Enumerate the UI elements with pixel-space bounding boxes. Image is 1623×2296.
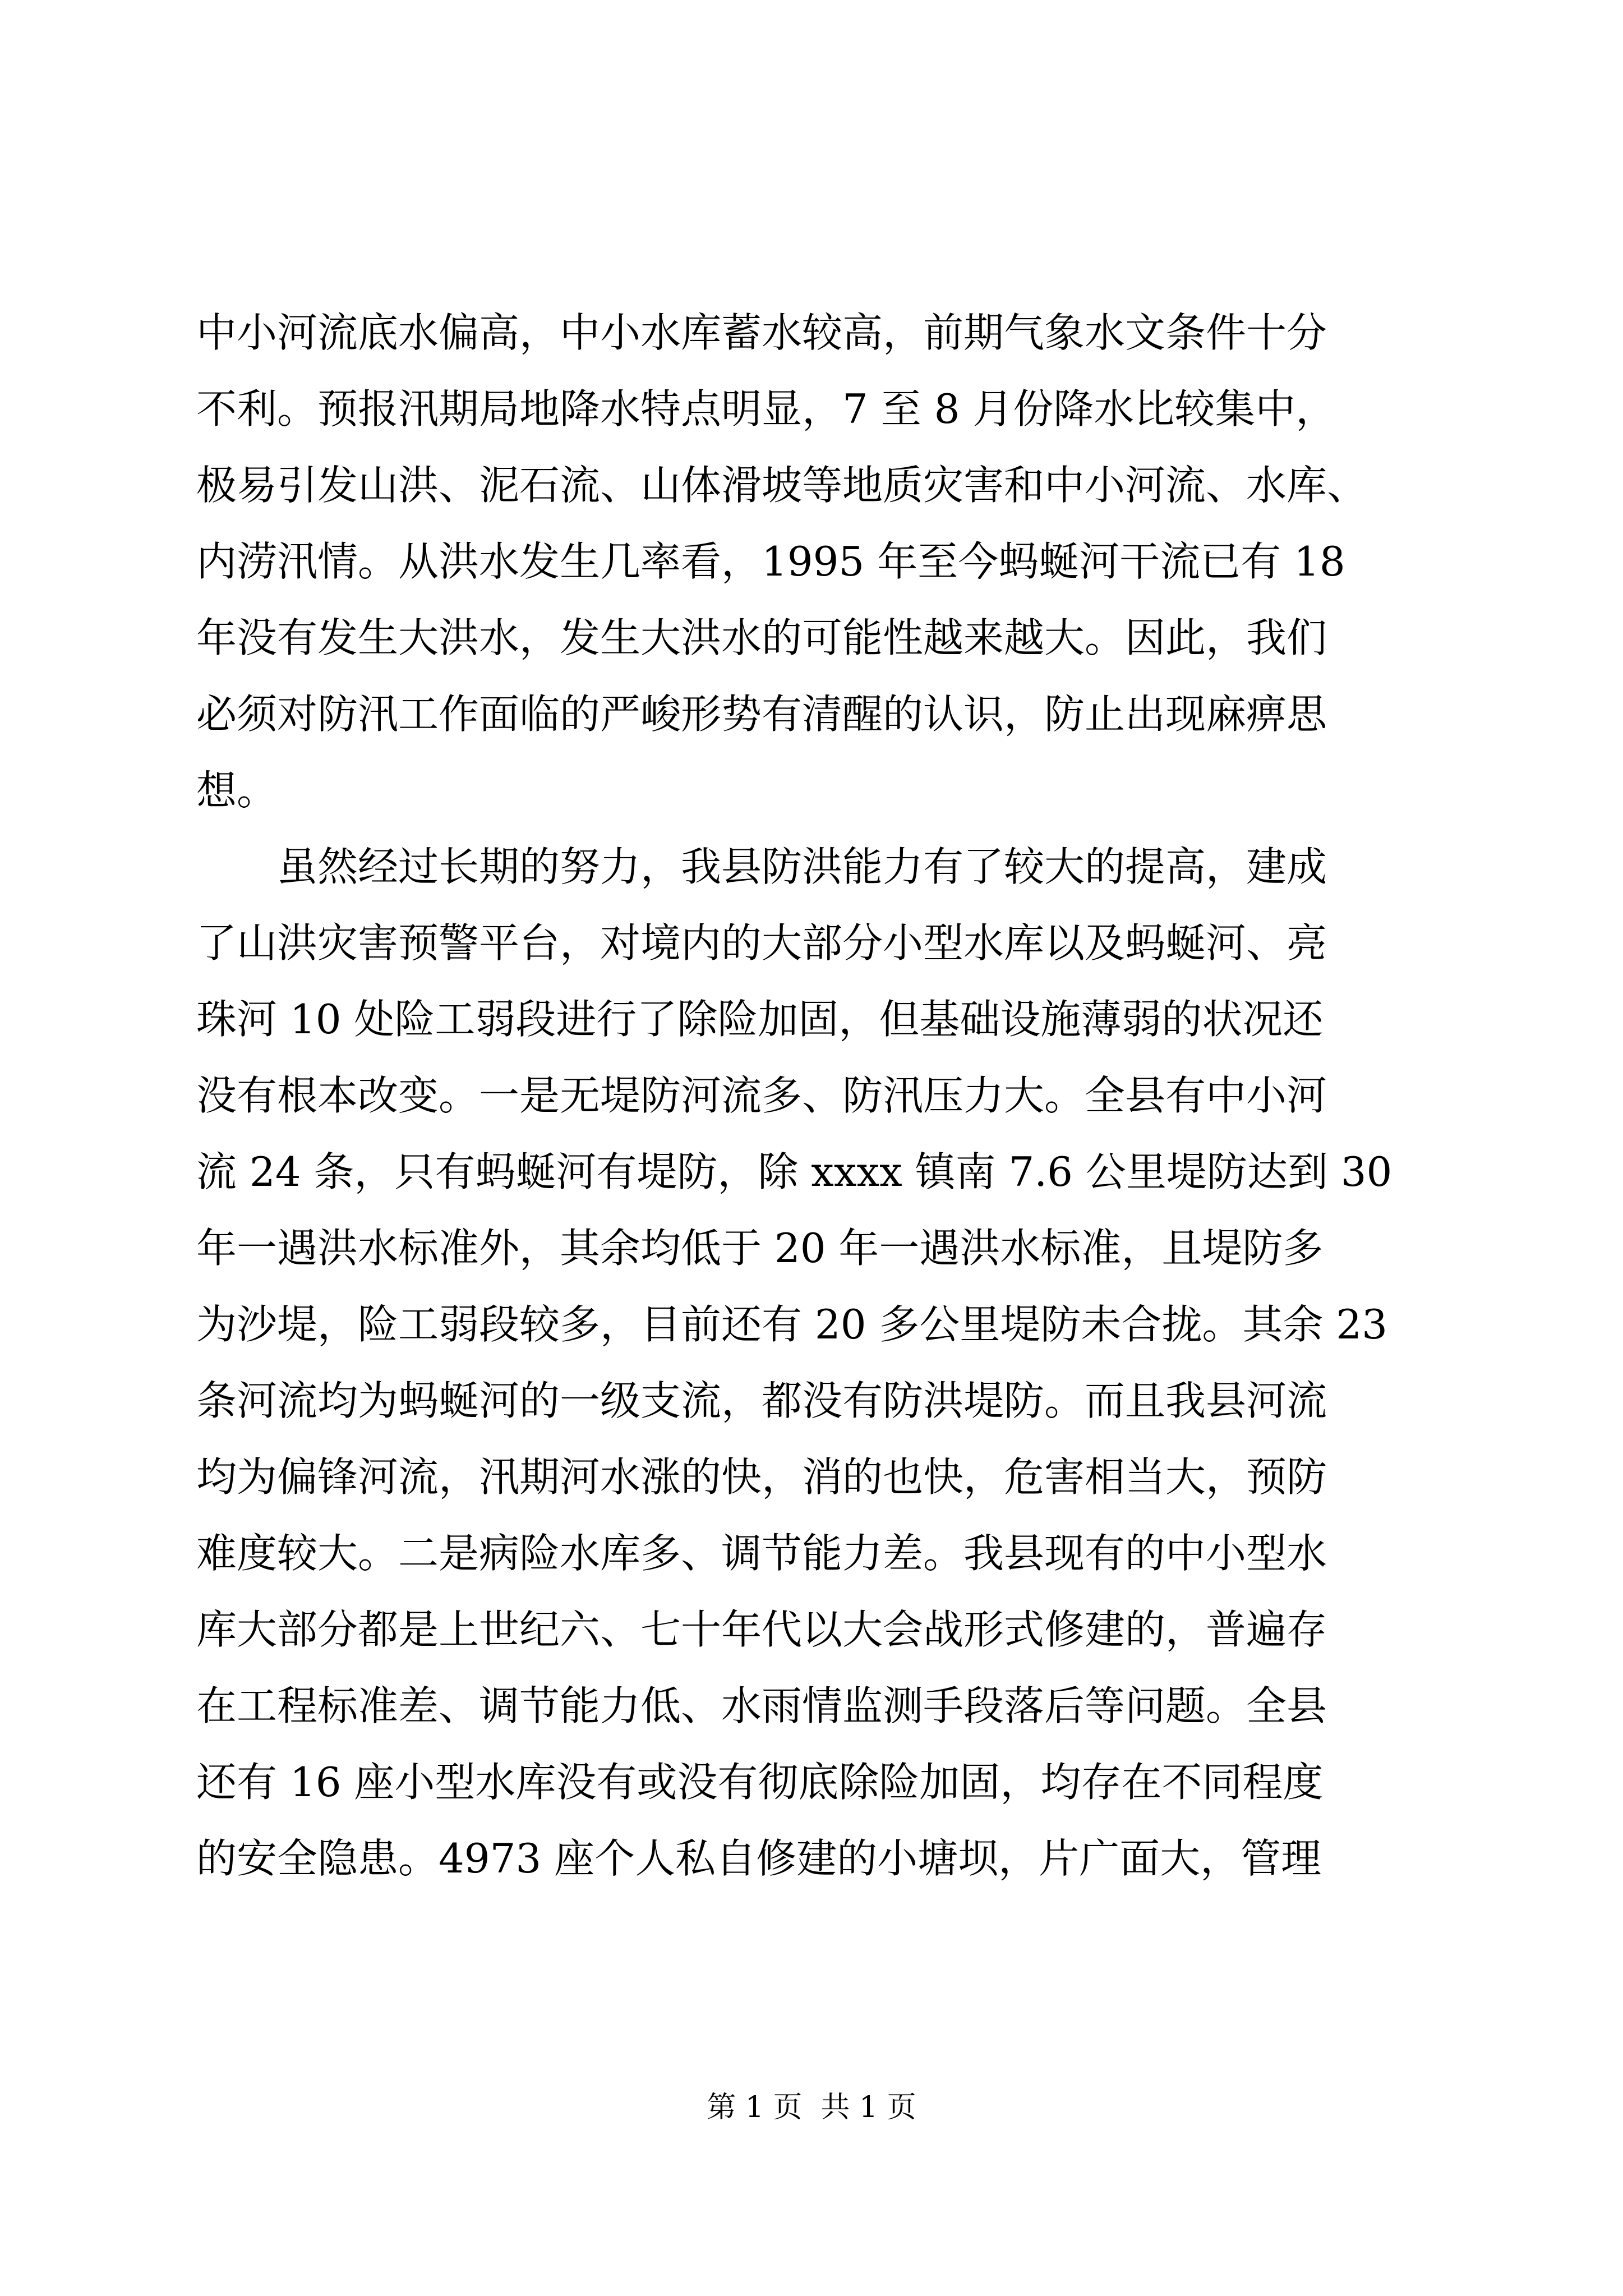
text-line: 不利。预报汛期局地降水特点明显，7 至 8 月份降水比较集中，	[196, 385, 1336, 432]
text-line: 在工程标准差、调节能力低、水雨情监测手段落后等问题。全县	[196, 1682, 1327, 1729]
text-line: 条河流均为蚂蜒河的一级支流，都没有防洪堤防。而且我县河流	[196, 1377, 1327, 1424]
text-line: 还有 16 座小型水库没有或没有彻底除险加固，均存在不同程度	[196, 1759, 1324, 1806]
text-line: 极易引发山洪、泥石流、山体滑坡等地质灾害和中小河流、水库、	[196, 462, 1368, 509]
text-line: 库大部分都是上世纪六、七十年代以大会战形式修建的，普遍存	[196, 1606, 1327, 1653]
text-line: 必须对防汛工作面临的严峻形势有清醒的认识，防止出现麻痹思	[196, 691, 1327, 738]
text-line: 中小河流底水偏高，中小水库蓄水较高，前期气象水文条件十分	[196, 309, 1327, 356]
text-line: 流 24 条，只有蚂蜒河有堤防，除 xxxx 镇南 7.6 公里堤防达到 30	[196, 1148, 1393, 1195]
text-line: 珠河 10 处险工弱段进行了除险加固，但基础设施薄弱的状况还	[196, 996, 1324, 1043]
text-line: 为沙堤，险工弱段较多，目前还有 20 多公里堤防未合拢。其余 23	[196, 1301, 1387, 1348]
text-line: 没有根本改变。一是无堤防河流多、防汛压力大。全县有中小河	[196, 1072, 1327, 1119]
text-line: 难度较大。二是病险水库多、调节能力差。我县现有的中小型水	[196, 1530, 1327, 1577]
text-line: 内涝汛情。从洪水发生几率看，1995 年至今蚂蜒河干流已有 18	[196, 538, 1345, 585]
document-body	[196, 295, 1430, 1897]
text-line: 均为偏锋河流，汛期河水涨的快，消的也快，危害相当大，预防	[196, 1453, 1327, 1501]
text-line: 虽然经过长期的努力，我县防洪能力有了较大的提高，建成	[196, 843, 1327, 890]
text-line: 了山洪灾害预警平台，对境内的大部分小型水库以及蚂蜒河、亮	[196, 919, 1327, 967]
text-line: 年没有发生大洪水，发生大洪水的可能性越来越大。因此，我们	[196, 614, 1327, 661]
text-line: 想。	[196, 767, 278, 814]
text-line: 的安全隐患。4973 座个人私自修建的小塘坝，片广面大，管理	[196, 1835, 1322, 1882]
text-line: 年一遇洪水标准外，其余均低于 20 年一遇洪水标准，且堤防多	[196, 1225, 1324, 1272]
page-footer: 第 1 页 共 1 页	[707, 2091, 916, 2124]
